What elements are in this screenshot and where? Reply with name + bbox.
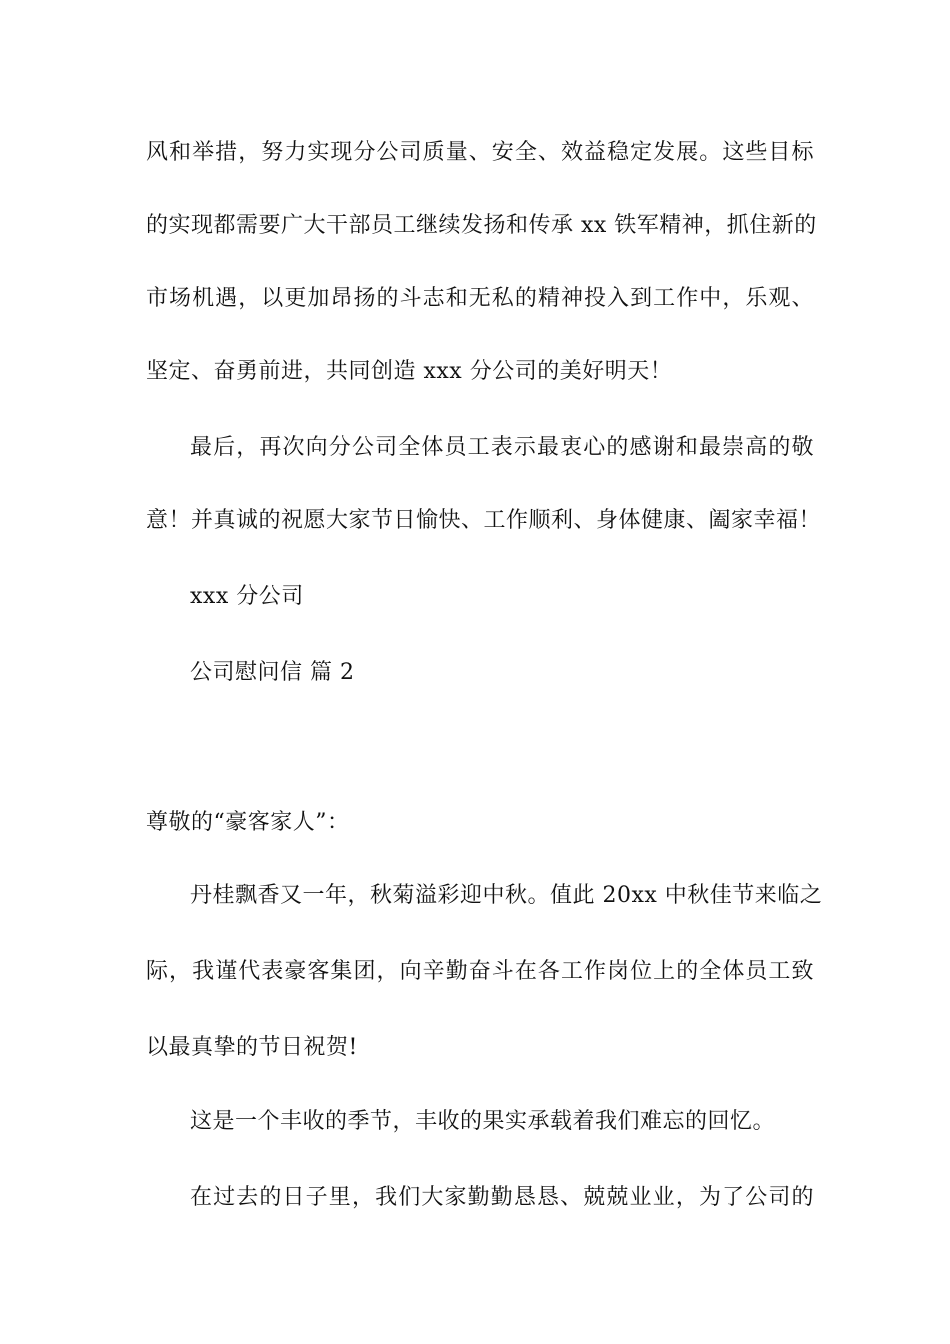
paragraph-line: 际，我谨代表豪客集团，向辛勤奋斗在各工作岗位上的全体员工致 [146, 959, 814, 984]
section-title: 公司慰问信 篇 2 [190, 660, 355, 685]
paragraph-line: 风和举措，努力实现分公司质量、安全、效益稳定发展。这些目标 [146, 140, 814, 165]
paragraph-line: 市场机遇，以更加昂扬的斗志和无私的精神投入到工作中，乐观、 [146, 286, 814, 311]
signature: xxx 分公司 [190, 584, 304, 609]
paragraph-line: 的实现都需要广大干部员工继续发扬和传承 xx 铁军精神，抓住新的 [146, 213, 817, 238]
paragraph-line: 坚定、奋勇前进，共同创造 xxx 分公司的美好明天！ [146, 359, 673, 384]
paragraph-line: 在过去的日子里，我们大家勤勤恳恳、兢兢业业，为了公司的 [190, 1185, 814, 1210]
paragraph-line: 丹桂飘香又一年，秋菊溢彩迎中秋。值此 20xx 中秋佳节来临之 [190, 883, 823, 908]
paragraph-line: 以最真挚的节日祝贺! [146, 1035, 358, 1060]
salutation: 尊敬的“豪客家人”： [146, 810, 350, 835]
paragraph-line: 这是一个丰收的季节，丰收的果实承载着我们难忘的回忆。 [190, 1109, 776, 1134]
paragraph-line: 最后，再次向分公司全体员工表示最衷心的感谢和最崇高的敬 [190, 435, 814, 460]
paragraph-line: 意！并真诚的祝愿大家节日愉快、工作顺利、身体健康、阖家幸福！ [146, 508, 822, 533]
